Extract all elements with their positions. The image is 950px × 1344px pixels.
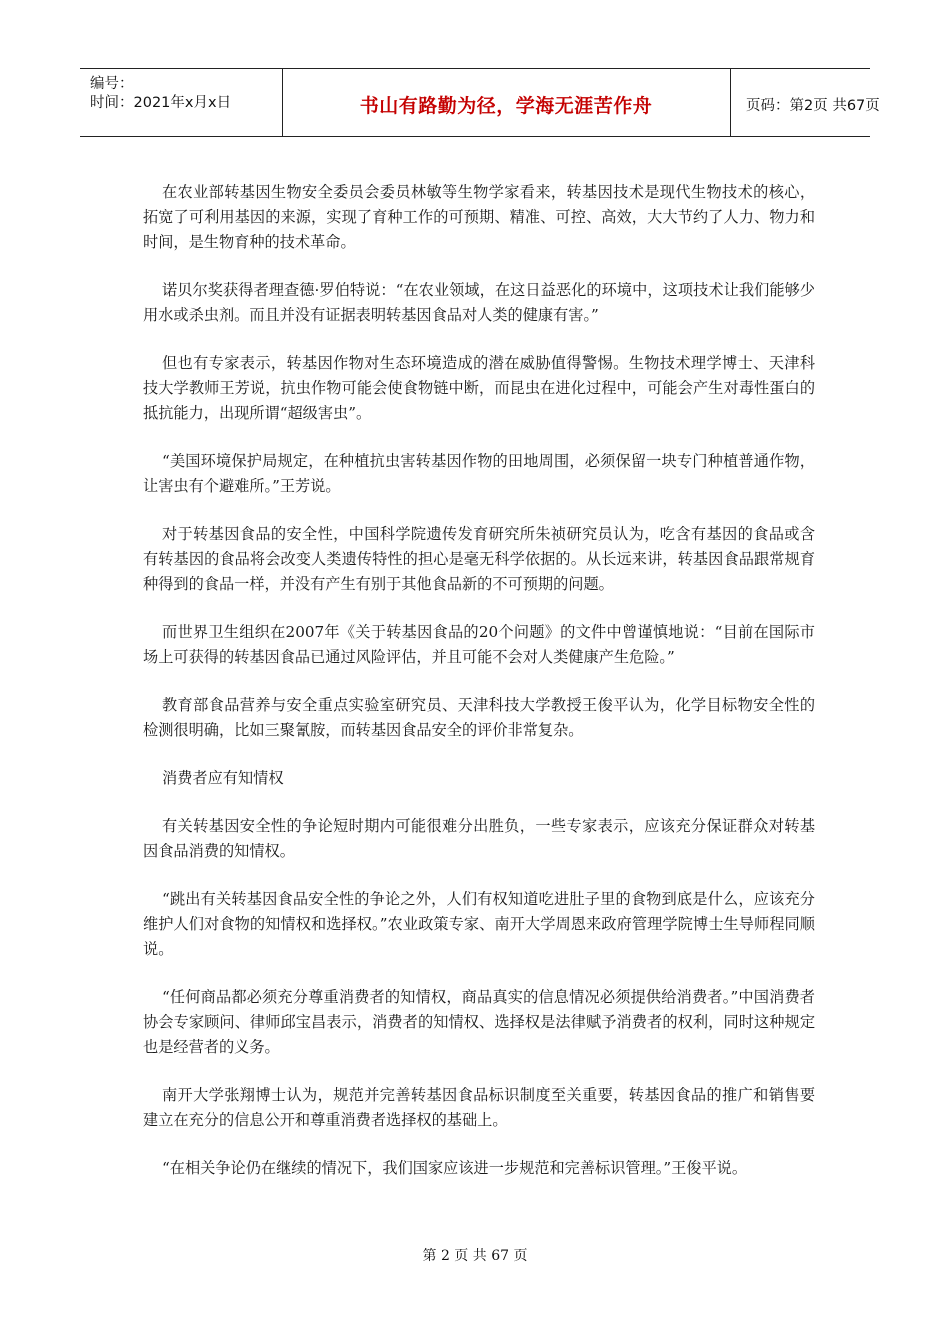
header-motto: 书山有路勤为径，学海无涯苦作舟 [359,95,653,117]
paragraph: 有关转基因安全性的争论短时期内可能很难分出胜负，一些专家表示，应该充分保证群众对转基因食品消费的知情权。 [143,817,815,860]
paragraph: 诺贝尔奖获得者理查德·罗伯特说：“在农业领域，在这日益恶化的环境中，这项技术让我们能够少用水或杀虫剂。而且并没有证据表明转基因食品对人类的健康有害。” [143,281,815,324]
document-time-label: 时间：2021年x月x日 [90,95,232,111]
paragraph: “跳出有关转基因食品安全性的争论之外，人们有权知道吃进肚子里的食物到底是什么，应该充分维护人们对食物的知情权和选择权。”农业政策专家、南开大学周恩来政府管理学院博士生导师程同顺说。 [143,890,815,958]
section-heading: 消费者应有知情权 [162,769,284,787]
paragraph: “任何商品都必须充分尊重消费者的知情权，商品真实的信息情况必须提供给消费者。”中国消费者协会专家顾问、律师邱宝昌表示，消费者的知情权、选择权是法律赋予消费者的权利，同时这种规定也是经营者的义务。 [143,988,815,1056]
header-motto-cell [282,69,731,136]
paragraph: 在农业部转基因生物安全委员会委员林敏等生物学家看来，转基因技术是现代生物技术的核心，拓宽了可利用基因的来源，实现了育种工作的可预期、精准、可控、高效，大大节约了人力、物力和时间，是生物育种的技术革命。 [143,183,815,251]
paragraph: 但也有专家表示，转基因作物对生态环境造成的潜在威胁值得警惕。生物技术理学博士、天津科技大学教师王芳说，抗虫作物可能会使食物链中断，而昆虫在进化过程中，可能会产生对毒性蛋白的抵抗能力，出现所谓“超级害虫”。 [143,354,815,422]
header-info-cell [80,69,283,136]
document-body [143,180,815,1204]
paragraph: “在相关争论仍在继续的情况下，我们国家应该进一步规范和完善标识管理。”王俊平说。 [162,1159,748,1177]
paragraph: 对于转基因食品的安全性，中国科学院遗传发育研究所朱祯研究员认为，吃含有基因的食品或含有转基因的食品将会改变人类遗传特性的担心是毫无科学依据的。从长远来讲，转基因食品跟常规育种得到的食品一样，并没有产生有别于其他食品新的不可预期的问题。 [143,525,815,593]
document-number-label: 编号： [90,76,134,92]
paragraph: 而世界卫生组织在2007年《关于转基因食品的20个问题》的文件中曾谨慎地说：“目前在国际市场上可获得的转基因食品已通过风险评估，并且可能不会对人类健康产生危险。” [143,623,815,666]
paragraph: “美国环境保护局规定，在种植抗虫害转基因作物的田地周围，必须保留一块专门种植普通作物，让害虫有个避难所。”王芳说。 [143,452,815,495]
header-page-code: 页码：第2页 共67页 [746,98,880,114]
header-page-cell [730,69,880,136]
paragraph: 南开大学张翔博士认为，规范并完善转基因食品标识制度至关重要，转基因食品的推广和销售要建立在充分的信息公开和尊重消费者选择权的基础上。 [143,1086,815,1129]
paragraph: 教育部食品营养与安全重点实验室研究员、天津科技大学教授王俊平认为，化学目标物安全性的检测很明确，比如三聚氰胺，而转基因食品安全的评价非常复杂。 [143,696,815,739]
document-header [80,68,880,137]
page-footer: 第 2 页 共 67 页 [422,1248,528,1264]
